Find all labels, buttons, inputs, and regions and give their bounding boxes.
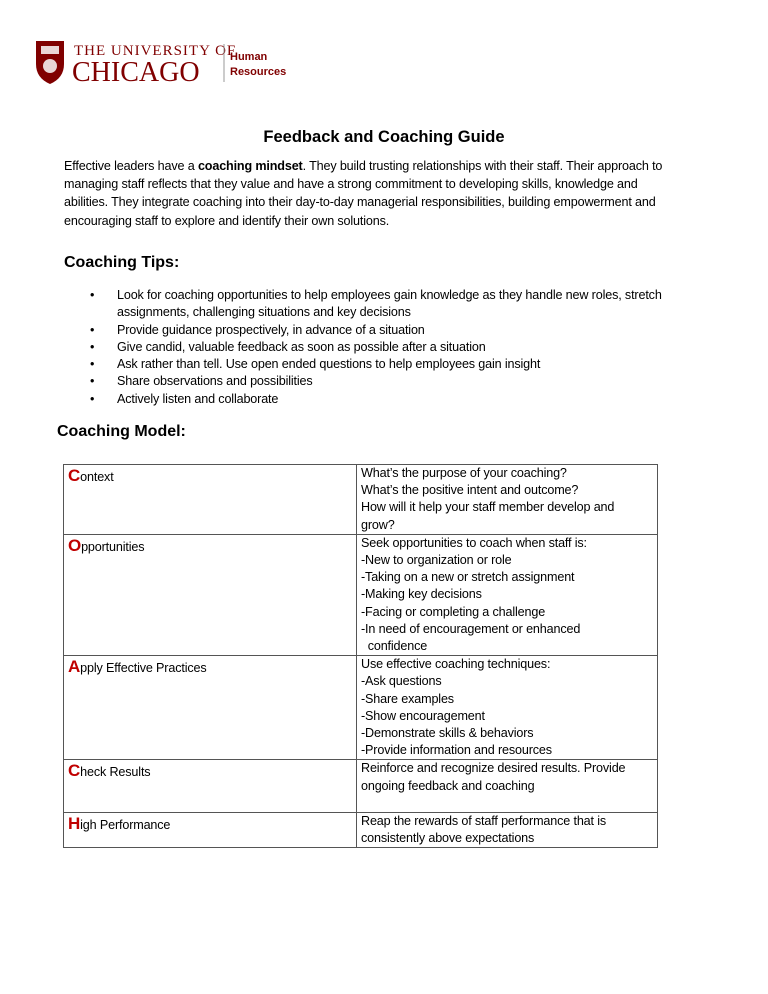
coaching-model-heading: Coaching Model: [57, 423, 186, 440]
model-description [357, 760, 658, 813]
description-line: ongoing feedback and coaching [361, 778, 535, 793]
tip-item [90, 356, 662, 373]
tip-item [90, 391, 662, 408]
model-stage [64, 465, 357, 535]
tip-item [90, 339, 662, 356]
bullet-icon: • [90, 374, 95, 389]
description-line: confidence [361, 639, 428, 654]
tip-item [90, 287, 662, 322]
coaching-tips-heading: Coaching Tips: [64, 254, 180, 271]
intro-line: managing staff reflects that they value and have a strong commitment to developing skills, knowledge and [64, 177, 638, 192]
bullet-icon: • [90, 391, 95, 406]
description-line: -Making key decisions [361, 587, 482, 602]
stage-initial: O [68, 535, 82, 555]
intro-paragraph [64, 157, 714, 230]
model-row [64, 465, 658, 535]
bullet-icon: • [90, 322, 95, 337]
model-description [357, 813, 658, 848]
description-line: -Demonstrate skills & behaviors [361, 726, 534, 741]
tip-text: assignments, challenging situations and key decisions [117, 305, 411, 320]
svg-text:THE UNIVERSITY OF: THE UNIVERSITY OF [74, 43, 237, 59]
stage-label: pportunities [81, 539, 145, 554]
stage-label: heck Results [80, 765, 151, 780]
model-stage [64, 534, 357, 655]
stage-initial: H [68, 814, 81, 834]
tip-text: Actively listen and collaborate [117, 391, 279, 406]
svg-text:Human: Human [230, 51, 268, 63]
description-line: -Ask questions [361, 674, 442, 689]
description-line: -Facing or completing a challenge [361, 604, 546, 619]
model-row [64, 760, 658, 813]
intro-text: Effective leaders have a [64, 159, 198, 173]
tip-text: Look for coaching opportunities to help employees gain knowledge as they handle new roles, stretch [117, 288, 662, 302]
tip-item [90, 373, 662, 390]
description-line: -Show encouragement [361, 708, 485, 723]
model-row [64, 813, 658, 848]
description-line [361, 795, 653, 812]
description-line: Reinforce and recognize desired results. Provide [361, 761, 626, 776]
stage-label: ontext [80, 470, 114, 484]
description-line: What’s the purpose of your coaching? [361, 466, 567, 480]
stage-initial: A [68, 657, 81, 677]
svg-text:CHICAGO: CHICAGO [72, 57, 200, 88]
description-line: Seek opportunities to coach when staff is: [361, 535, 587, 550]
svg-text:Resources: Resources [230, 66, 287, 78]
stage-label: igh Performance [80, 818, 171, 833]
model-stage [64, 813, 357, 848]
model-description [357, 534, 658, 655]
coaching-mindset-emphasis: coaching mindset [197, 159, 303, 173]
model-stage [64, 760, 357, 813]
model-stage [64, 656, 357, 760]
stage-initial: C [68, 466, 81, 485]
bullet-icon: • [90, 357, 95, 372]
intro-line: encouraging staff to explore and identify their own solutions. [64, 213, 390, 228]
description-line: -Provide information and resources [361, 743, 552, 758]
description-line: consistently above expectations [361, 831, 535, 846]
description-line: What’s the positive intent and outcome? [361, 483, 579, 498]
bullet-icon: • [90, 339, 95, 354]
tip-text: Provide guidance prospectively, in advance of a situation [117, 322, 425, 337]
description-line: grow? [361, 517, 395, 532]
model-row [64, 656, 658, 760]
page-title: Feedback and Coaching Guide [263, 128, 505, 146]
intro-line [64, 157, 714, 175]
model-row [64, 534, 658, 655]
tip-text: Share observations and possibilities [117, 374, 313, 389]
description-line: -New to organization or role [361, 553, 512, 568]
tip-item [90, 322, 662, 339]
description-line: -In need of encouragement or enhanced [361, 621, 581, 636]
intro-line: abilities. They integrate coaching into their day-to-day managerial responsibilities, building empowerment and [64, 195, 656, 210]
stage-initial: C [68, 761, 81, 781]
coaching-model-table [63, 464, 658, 848]
stage-label: pply Effective Practices [80, 661, 207, 676]
description-line: Reap the rewards of staff performance that is [361, 814, 607, 829]
model-description [357, 656, 658, 760]
intro-text: . They build trusting relationships with their staff. Their approach to [302, 159, 663, 173]
bullet-icon: • [90, 288, 95, 302]
tip-text: Ask rather than tell. Use open ended questions to help employees gain insight [117, 357, 541, 372]
tip-text: Give candid, valuable feedback as soon as possible after a situation [117, 339, 486, 354]
university-shield-icon [34, 38, 294, 88]
description-line: How will it help your staff member develop and [361, 500, 615, 515]
university-logo [34, 38, 294, 88]
description-line: -Share examples [361, 691, 454, 706]
description-line: -Taking on a new or stretch assignment [361, 570, 575, 585]
description-line: Use effective coaching techniques: [361, 657, 551, 672]
coaching-tips-list [90, 287, 662, 408]
model-description [357, 465, 658, 535]
